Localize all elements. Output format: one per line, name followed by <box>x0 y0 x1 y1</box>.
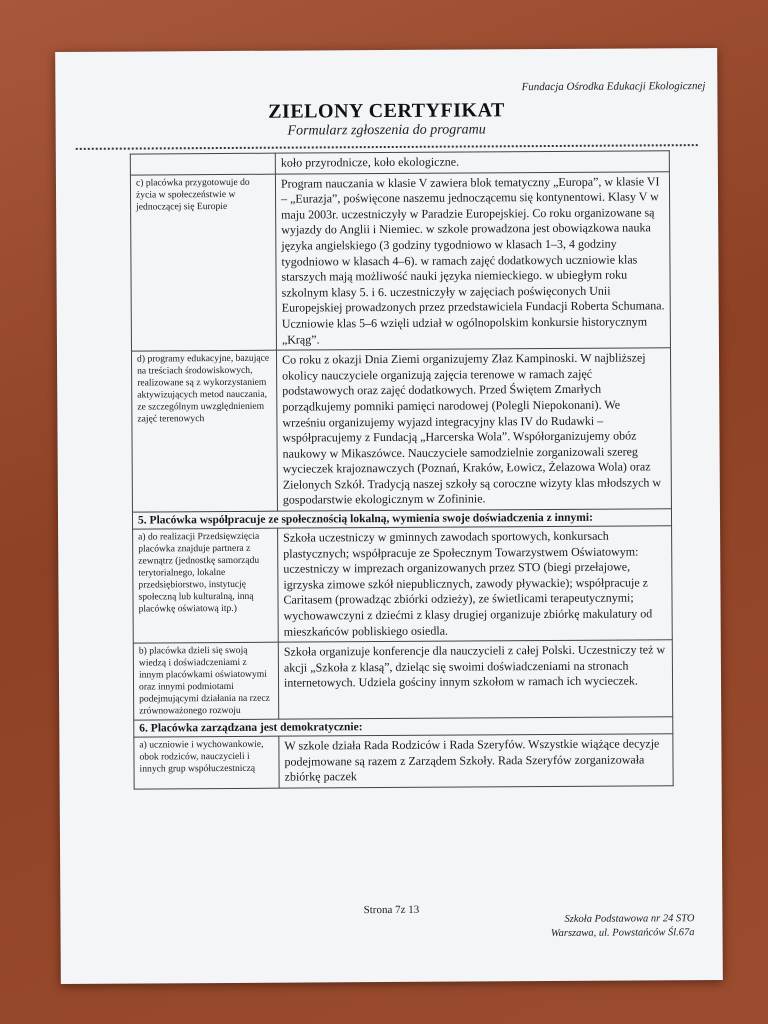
school-address <box>551 912 695 941</box>
document-title: ZIELONY CERTYFIKAT <box>268 99 505 123</box>
table-row <box>134 734 673 789</box>
criterion-description: Co roku z okazji Dnia Ziemi organizujemy Złaz Kampinoski. W najbliższej okolicy nauczyciele organizują zajęcia terenowe w ramach zajęć podstawowych oraz zajęć dodatkowych. Przed Świętem Zmarłych porządkujemy pomniki pamięci narodowej (Polegli Niepokonani). We wrześniu organizujemy wyjazd integracyjny klas IV do Rudawki – współpracujemy z Fundacją „Harcerska Wola”. Współorganizujemy obóz naukowy w Mikaszówce. Nauczyciele samodzielnie zorganizowali szereg wycieczek krajoznawczych (Poznań, Kraków, Łowicz, Żelazowa Wola) oraz Zielonych Szkół. Tradycją naszej szkoły są coroczne wizyty klas młodszych w gospodarstwie ekologicznym w Zofininie. <box>276 348 671 511</box>
criterion-label: d) programy edukacyjne, bazujące na treściach środowiskowych, realizowane są z wykorzystaniem aktywizujących metod nauczania, ze szczególnym uwzględnieniem zajęć terenowych <box>131 350 277 512</box>
criterion-label <box>130 153 275 174</box>
table-row <box>133 526 673 643</box>
school-street: Warszawa, ul. Powstańców Śl.67a <box>550 927 695 940</box>
table-row <box>133 640 672 720</box>
criterion-label: b) placówka dzieli się swoją wiedzą i doświadczeniami z innym placówkami oświatowymi oraz innymi podmiotami podejmującymi działania na rzecz zrównoważonego rozwoju <box>133 642 278 720</box>
section-heading: 5. Placówka współpracuje ze społecznością lokalną, wymienia swoje doświadczenia z innymi: <box>132 509 671 529</box>
criterion-label: c) placówka przygotowuje do życia w społeczeństwie w jednoczącej się Europie <box>130 174 276 351</box>
criterion-description: Szkoła uczestniczy w gminnych zawodach sportowych, konkursach plastycznych; współpracuje ze Społecznym Towarzystwem Oświatowym: uczestniczy w imprezach organizowanych przez STO (biegi przełajowe, igrzyska zimowe szkół niepublicznych, zawody pływackie); współpracuje z Caritasem (prowadząc zbiórki odzieży), ze świetlicami terapeutycznymi; wychowawczyni z dziećmi z klasy drugiej organizuje zbiórkę makulatury od mieszkańców pobliskiego osiedla. <box>278 526 673 643</box>
table-row <box>131 348 671 512</box>
document-subtitle: Formularz zgłoszenia do programu <box>287 122 486 139</box>
criterion-description: Program nauczania w klasie V zawiera blok tematyczny „Europa”, w klasie VI – „Eurazja”, poświęcone naszemu jednoczącemu się kontynentowi. Klasy V w maju 2003r. uczestniczyły w Paradzie Europejskiej. Co roku organizowane są wyjazdy do Anglii i Niemiec. w szkole prowadzona jest obowiązkowa nauka języka angielskiego (3 godziny tygodniowo w klasach 1–3, 4 godziny tygodniowo w klasach 4–6). w ramach zajęć dodatkowych uczniowie klas starszych mają możliwość nauki języka niemieckiego. w ubiegłym roku szkolnym klasy 5. i 6. uczestniczyły w zajęciach poświęconych Unii Europejskiej prowadzonych przez przedstawiciela Fundacji Roberta Schumana. Uczniowie klas 5–6 wzięli udział w ogólnopolskim konkursie historycznym „Krąg”. <box>275 171 670 350</box>
criterion-description: Szkoła organizuje konferencje dla nauczycieli z całej Polski. Uczestniczy też w akcji „Szkoła z klasą”, dzieląc się swoimi doświadczeniami na stronach internetowych. Udziela gościny innym szkołom w ramach ich wycieczek. <box>278 640 672 719</box>
table-row <box>130 171 670 351</box>
section-heading: 6. Placówka zarządzana jest demokratycznie: <box>134 717 673 737</box>
criterion-description: W szkole działa Rada Rodziców i Rada Szeryfów. Wszystkie wiążące decyzje podejmowane są razem z Zarządem Szkoły. Rada Szeryfów zorganizowała zbiórkę paczek <box>279 734 673 788</box>
organization-name: Fundacja Ośrodka Edukacji Ekologicznej <box>521 80 706 94</box>
document-page <box>55 48 723 984</box>
school-name: Szkoła Podstawowa nr 24 STO <box>564 913 695 925</box>
application-form-table <box>130 150 674 789</box>
criterion-description: koło przyrodnicze, koło ekologiczne. <box>275 151 669 174</box>
criterion-label: a) uczniowie i wychowankowie, obok rodziców, nauczycieli i innych grup współuczestniczą <box>134 736 279 789</box>
page-number: Strona 7z 13 <box>363 903 420 917</box>
criterion-label: a) do realizacji Przedsięwzięcia placówka znajduje partnera z zewnątrz (jednostkę samorządu terytorialnego, lokalne przedsiębiorstwo, instytucję społeczną lub kulturalną, inną placówkę oświatową itp.) <box>133 528 279 643</box>
